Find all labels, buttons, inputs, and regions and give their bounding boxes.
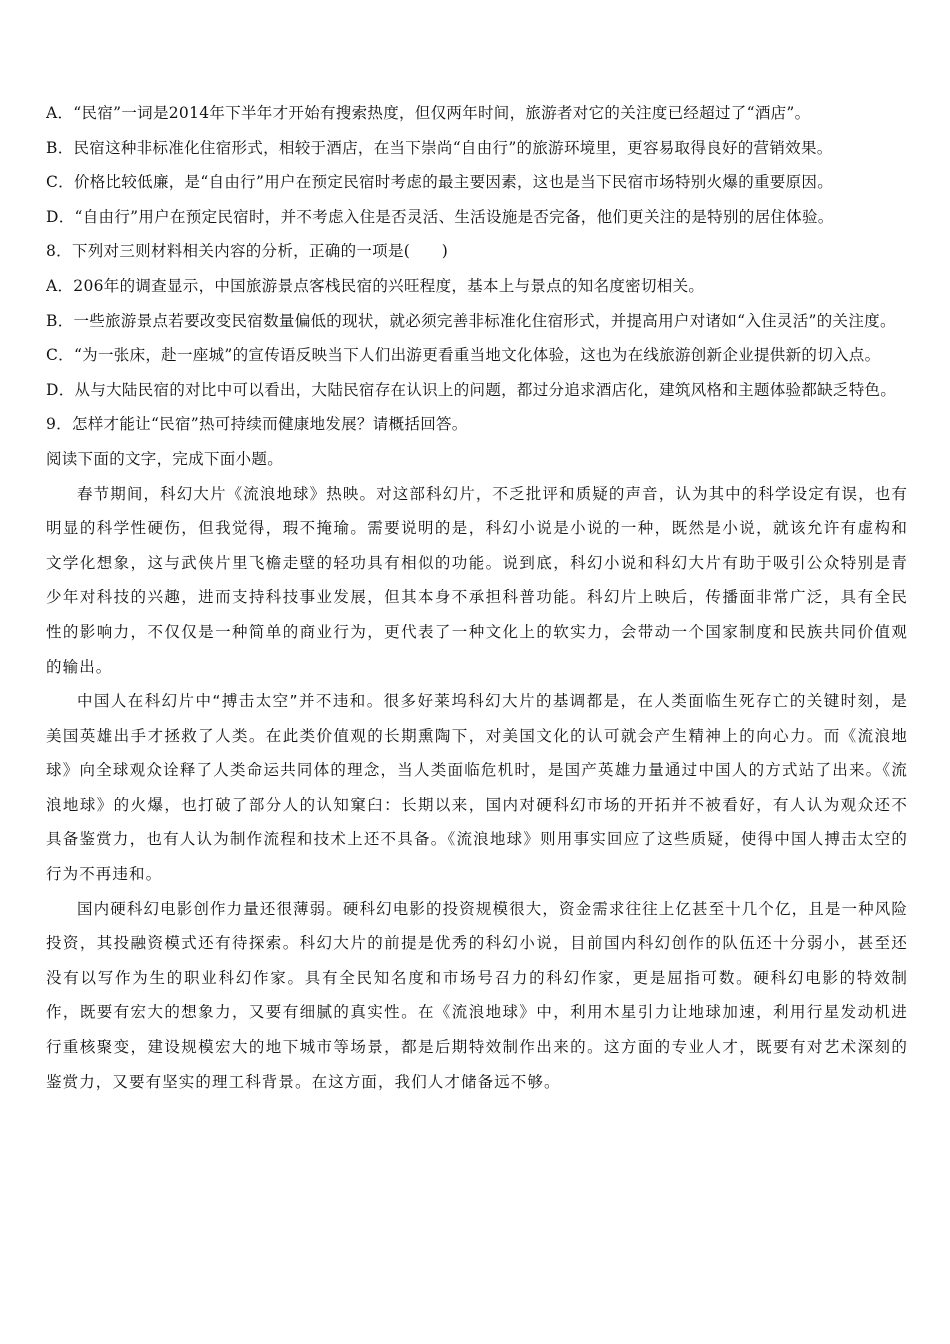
passage-paragraph: 国内硬科幻电影创作力量还很薄弱。硬科幻电影的投资规模很大，资金需求往往上亿甚至十几个亿，且是一种风险投资，其投融资模式还有待探索。科幻大片的前提是优秀的科幻小说，目前国内科幻创作的队伍还十分弱小，甚至还没有以写作为生的职业科幻作家。具有全民知名度和市场号召力的科幻作家，更是屈指可数。硬科幻电影的特效制作，既要有宏大的想象力，又要有细腻的真实性。在《流浪地球》中，利用木星引力让地球加速，利用行星发动机进行重核聚变，建设规模宏大的地下城市等场景，都是后期特效制作出来的。这方面的专业人才，既要有对艺术深刻的鉴赏力，又要有坚实的理工科背景。在这方面，我们人才储备远不够。 xyxy=(46,899,908,1091)
q7-option-c: C．价格比较低廉，是“自由行”用户在预定民宿时考虑的最主要因素，这也是当下民宿市场特别火爆的重要原因。 xyxy=(46,173,834,192)
q8-stem: 8．下列对三则材料相关内容的分析，正确的一项是( ) xyxy=(46,242,449,261)
reading-intro: 阅读下面的文字，完成下面小题。 xyxy=(46,449,284,468)
q9-stem: 9．怎样才能让“民宿”热可持续而健康地发展？请概括回答。 xyxy=(46,415,468,434)
passage-paragraph: 中国人在科幻片中“搏击太空”并不违和。很多好莱坞科幻大片的基调都是，在人类面临生死存亡的关键时刻，是美国英雄出手才拯救了人类。在此类价值观的长期熏陶下，对美国文化的认可就会产生精神上的向心力。而《流浪地球》向全球观众诠释了人类命运共同体的理念，当人类面临危机时，是国产英雄力量通过中国人的方式站了出来。《流浪地球》的火爆，也打破了部分人的认知窠臼：长期以来，国内对硬科幻市场的开拓并不被看好，有人认为观众还不具备鉴赏力，也有人认为制作流程和技术上还不具备。《流浪地球》则用事实回应了这些质疑，使得中国人搏击太空的行为不再违和。 xyxy=(46,692,908,884)
q7-option-d: D．“自由行”用户在预定民宿时，并不考虑入住是否灵活、生活设施是否完备，他们更关注的是特别的居住体验。 xyxy=(46,207,834,226)
q7-option-a: A．“民宿”一词是2014年下半年才开始有搜索热度，但仅两年时间，旅游者对它的关注度已经超过了“酒店”。 xyxy=(46,104,811,122)
page-content xyxy=(46,96,908,1099)
q8-option-b: B．一些旅游景点若要改变民宿数量偏低的现状，就必须完善非标准化住宿形式，并提高用户对诸如“入住灵活”的关注度。 xyxy=(46,311,896,330)
q7-option-b: B．民宿这种非标准化住宿形式，相较于酒店，在当下崇尚“自由行”的旅游环境里，更容易取得良好的营销效果。 xyxy=(46,138,833,157)
passage-paragraph: 春节期间，科幻大片《流浪地球》热映。对这部科幻片，不乏批评和质疑的声音，认为其中的科学设定有误，也有明显的科学性硬伤，但我觉得，瑕不掩瑜。需要说明的是，科幻小说是小说的一种，既然是小说，就该允许有虚构和文学化想象，这与武侠片里飞檐走壁的轻功具有相似的功能。说到底，科幻小说和科幻大片有助于吸引公众特别是青少年对科技的兴趣，进而支持科技事业发展，但其本身不承担科普功能。科幻片上映后，传播面非常广泛，具有全民性的影响力，不仅仅是一种简单的商业行为，更代表了一种文化上的软实力，会带动一个国家制度和民族共同价值观的输出。 xyxy=(46,484,908,676)
q8-option-c: C．“为一张床，赴一座城”的宣传语反映当下人们出游更看重当地文化体验，这也为在线旅游创新企业提供新的切入点。 xyxy=(46,346,881,365)
q8-option-a: A．206年的调查显示，中国旅游景点客栈民宿的兴旺程度，基本上与景点的知名度密切相关。 xyxy=(46,276,705,295)
q8-option-d: D．从与大陆民宿的对比中可以看出，大陆民宿存在认识上的问题，都过分追求酒店化，建筑风格和主题体验都缺乏特色。 xyxy=(46,380,897,399)
